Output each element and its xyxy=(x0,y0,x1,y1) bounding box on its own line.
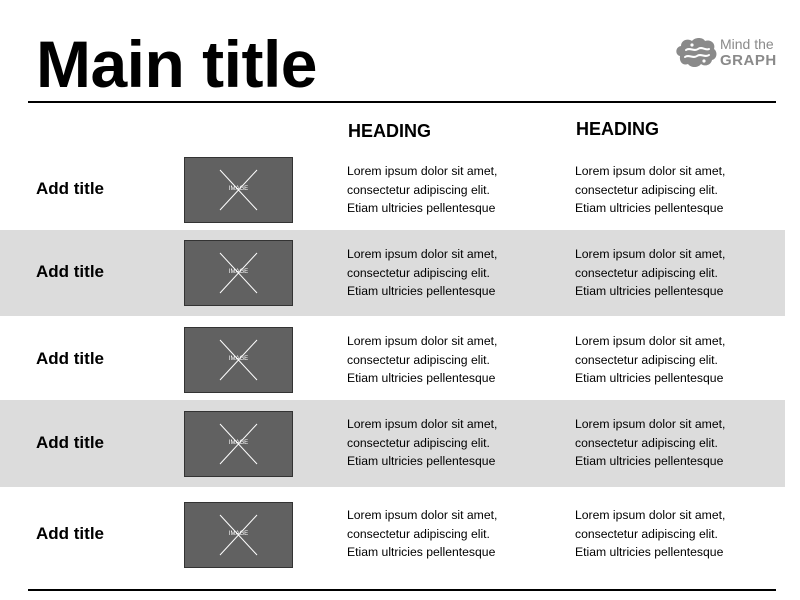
row-title: Add title xyxy=(36,262,104,281)
row-text-col1 xyxy=(347,245,562,301)
image-placeholder xyxy=(184,327,293,393)
text-line: Etiam ultricies pellentesque xyxy=(347,284,496,298)
row-title: Add title xyxy=(36,524,104,543)
text-line: consectetur adipiscing elit. xyxy=(347,435,490,450)
logo-text-line2: GRAPH xyxy=(720,52,777,69)
row-title: Add title xyxy=(36,179,104,198)
table-row xyxy=(0,400,785,487)
table-row xyxy=(0,316,785,400)
text-line: Lorem ipsum dolor sit amet, xyxy=(347,508,498,522)
text-line: Lorem ipsum dolor sit amet, xyxy=(575,334,726,348)
row-text-col1 xyxy=(347,332,562,388)
image-label: IMAGE xyxy=(228,186,249,192)
text-line: Lorem ipsum dolor sit amet, xyxy=(575,417,726,431)
text-line: Etiam ultricies pellentesque xyxy=(575,284,724,298)
text-line: Lorem ipsum dolor sit amet, xyxy=(347,247,498,261)
text-line: consectetur adipiscing elit. xyxy=(575,526,718,541)
top-divider xyxy=(28,101,776,103)
text-line: Etiam ultricies pellentesque xyxy=(347,371,496,385)
text-line: Lorem ipsum dolor sit amet, xyxy=(347,334,498,348)
text-line: Etiam ultricies pellentesque xyxy=(575,454,724,468)
text-line: consectetur adipiscing elit. xyxy=(347,182,490,197)
row-title: Add title xyxy=(36,349,104,368)
row-text-col2 xyxy=(575,415,790,471)
row-text-col1 xyxy=(347,415,562,471)
text-line: Lorem ipsum dolor sit amet, xyxy=(347,417,498,431)
row-text-col2 xyxy=(575,245,790,301)
column-heading-1: HEADING xyxy=(348,121,432,141)
image-label: IMAGE xyxy=(228,440,249,446)
table-row xyxy=(0,146,785,230)
image-placeholder xyxy=(184,157,293,223)
text-line: Etiam ultricies pellentesque xyxy=(347,454,496,468)
row-text-col2 xyxy=(575,332,790,388)
image-label: IMAGE xyxy=(228,269,249,275)
row-text-col2 xyxy=(575,506,790,562)
text-line: Etiam ultricies pellentesque xyxy=(347,545,496,559)
table-row xyxy=(0,487,785,587)
text-line: consectetur adipiscing elit. xyxy=(575,265,718,280)
text-line: Lorem ipsum dolor sit amet, xyxy=(347,164,498,178)
text-line: consectetur adipiscing elit. xyxy=(347,526,490,541)
image-placeholder xyxy=(184,240,293,306)
image-label: IMAGE xyxy=(228,531,249,537)
brain-icon xyxy=(674,36,718,70)
row-text-col1 xyxy=(347,506,562,562)
mind-the-graph-logo xyxy=(674,34,788,74)
text-line: consectetur adipiscing elit. xyxy=(575,182,718,197)
text-line: consectetur adipiscing elit. xyxy=(575,435,718,450)
row-text-col2 xyxy=(575,162,790,218)
page-title: Main title xyxy=(36,27,318,101)
text-line: consectetur adipiscing elit. xyxy=(575,352,718,367)
text-line: consectetur adipiscing elit. xyxy=(347,352,490,367)
text-line: Etiam ultricies pellentesque xyxy=(575,201,724,215)
row-title: Add title xyxy=(36,433,104,452)
text-line: Etiam ultricies pellentesque xyxy=(575,371,724,385)
text-line: Etiam ultricies pellentesque xyxy=(575,545,724,559)
text-line: consectetur adipiscing elit. xyxy=(347,265,490,280)
column-heading-2: HEADING xyxy=(576,119,660,139)
text-line: Lorem ipsum dolor sit amet, xyxy=(575,508,726,522)
image-label: IMAGE xyxy=(228,356,249,362)
text-line: Etiam ultricies pellentesque xyxy=(347,201,496,215)
image-placeholder xyxy=(184,411,293,477)
text-line: Lorem ipsum dolor sit amet, xyxy=(575,164,726,178)
bottom-divider xyxy=(28,589,776,591)
table-row xyxy=(0,230,785,316)
logo-text-line1: Mind the xyxy=(720,36,774,52)
text-line: Lorem ipsum dolor sit amet, xyxy=(575,247,726,261)
row-text-col1 xyxy=(347,162,562,218)
image-placeholder xyxy=(184,502,293,568)
